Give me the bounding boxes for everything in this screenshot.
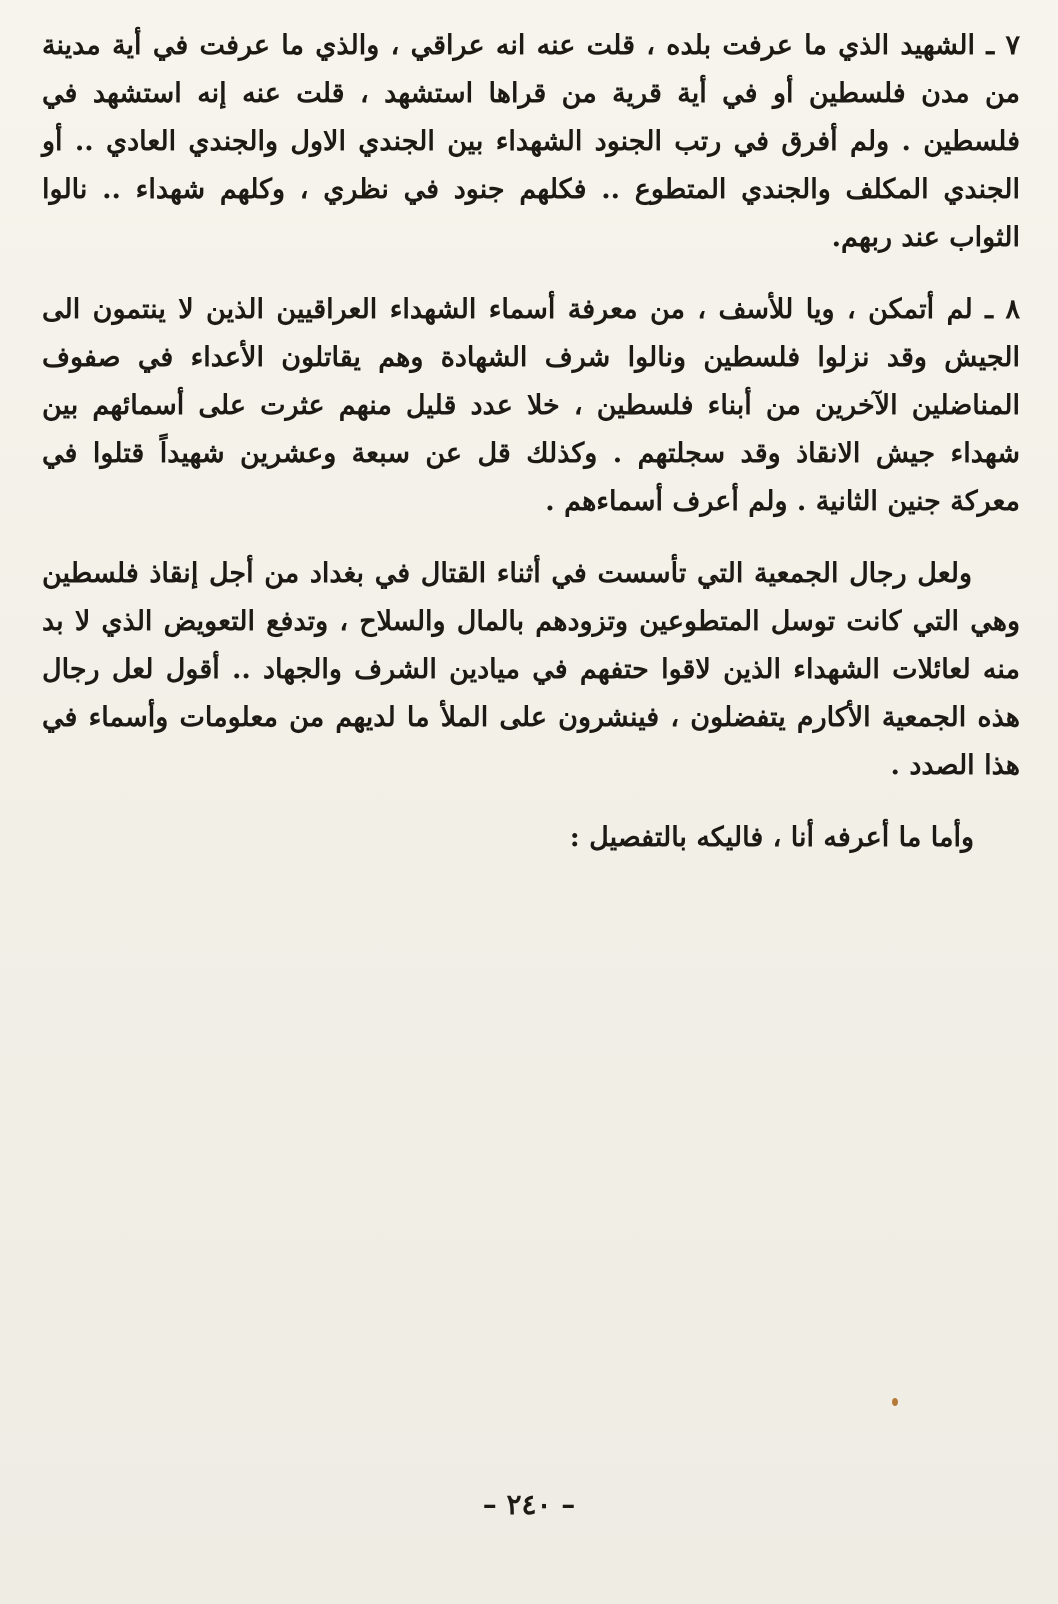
page-number: – ٢٤٠ – <box>482 1488 576 1521</box>
body-text <box>42 22 1020 886</box>
paragraph-7: ٧ ـ الشهيد الذي ما عرفت بلده ، قلت عنه انه عراقي ، والذي ما عرفت في أية مدينة من مدن فلسطين أو في أية قرية من قراها استشهد ، قلت عنه إنه استشهد في فلسطين . ولم أفرق في رتب الجنود الشهداء بين الجندي الاول والجندي العادي .. أو الجندي المكلف والجندي المتطوع .. فكلهم جنود في نظري ، وكلهم شهداء .. نالوا الثواب عند ربهم. <box>42 30 1020 253</box>
closing-line: وأما ما أعرفه أنا ، فاليكه بالتفصيل : <box>569 822 974 853</box>
paragraph-8: ٨ ـ لم أتمكن ، ويا للأسف ، من معرفة أسماء الشهداء العراقيين الذين لا ينتمون الى الجيش وقد نزلوا فلسطين ونالوا شرف الشهادة وهم يقاتلون الأعداء في صفوف المناضلين الآخرين من أبناء فلسطين ، خلا عدد قليل منهم عثرت على أسمائهم بين شهداء جيش الانقاذ وقد سجلتهم . وكذلك قل عن سبعة وعشرين شهيداً قتلوا في معركة جنين الثانية . ولم أعرف أسماءهم . <box>42 294 1020 517</box>
paragraph-society: ولعل رجال الجمعية التي تأسست في أثناء القتال في بغداد من أجل إنقاذ فلسطين وهي التي كانت توسل المتطوعين وتزودهم بالمال والسلاح ، وتدفع التعويض الذي لا بد منه لعائلات الشهداء الذين لاقوا حتفهم في ميادين الشرف والجهاد .. أقول لعل رجال هذه الجمعية الأكارم يتفضلون ، فينشرون على الملأ ما لديهم من معلومات وأسماء في هذا الصدد . <box>42 558 1020 781</box>
ink-spot <box>892 1398 898 1406</box>
